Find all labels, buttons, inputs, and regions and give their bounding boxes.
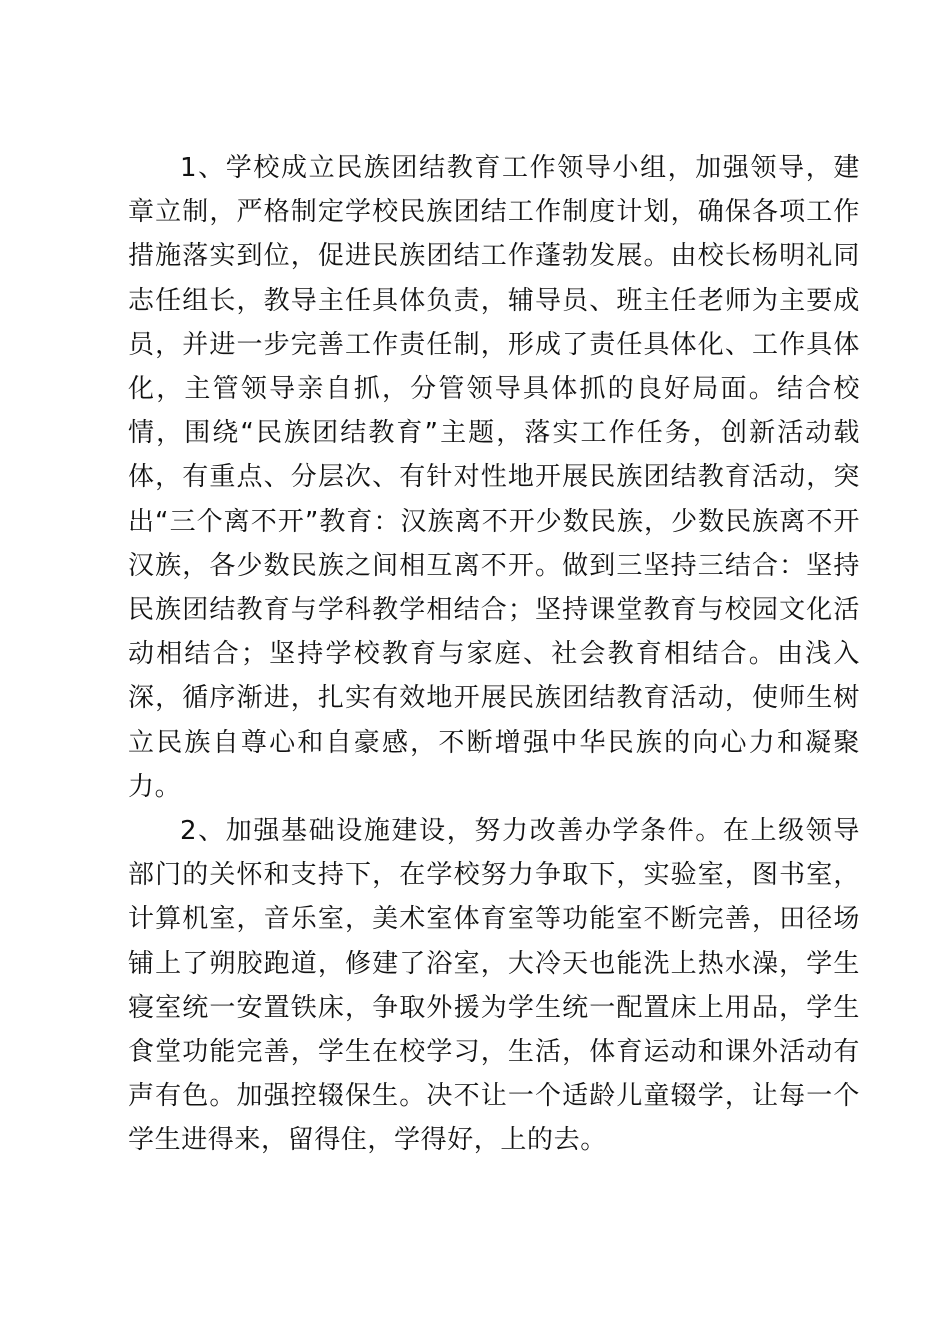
document-body [128,146,860,1163]
paragraph-1: 1、学校成立民族团结教育工作领导小组，加强领导，建章立制，严格制定学校民族团结工作制度计划，确保各项工作措施落实到位，促进民族团结工作蓬勃发展。由校长杨明礼同志任组长，教导主任具体负责，辅导员、班主任老师为主要成员，并进一步完善工作责任制，形成了责任具体化、工作具体化，主管领导亲自抓，分管领导具体抓的良好局面。结合校情，围绕“民族团结教育”主题，落实工作任务，创新活动载体，有重点、分层次、有针对性地开展民族团结教育活动，突出“三个离不开”教育：汉族离不开少数民族，少数民族离不开汉族，各少数民族之间相互离不开。做到三坚持三结合：坚持民族团结教育与学科教学相结合；坚持课堂教育与校园文化活动相结合；坚持学校教育与家庭、社会教育相结合。由浅入深，循序渐进，扎实有效地开展民族团结教育活动，使师生树立民族自尊心和自豪感，不断增强中华民族的向心力和凝聚力。 [128,153,860,802]
paragraph-2: 2、加强基础设施建设，努力改善办学条件。在上级领导部门的关怀和支持下，在学校努力争取下，实验室，图书室，计算机室，音乐室，美术室体育室等功能室不断完善，田径场铺上了朔胶跑道，修建了浴室，大冷天也能洗上热水澡，学生寝室统一安置铁床，争取外援为学生统一配置床上用品，学生食堂功能完善，学生在校学习，生活，体育运动和课外活动有声有色。加强控辍保生。决不让一个适龄儿童辍学，让每一个学生进得来，留得住，学得好，上的去。 [128,816,860,1156]
